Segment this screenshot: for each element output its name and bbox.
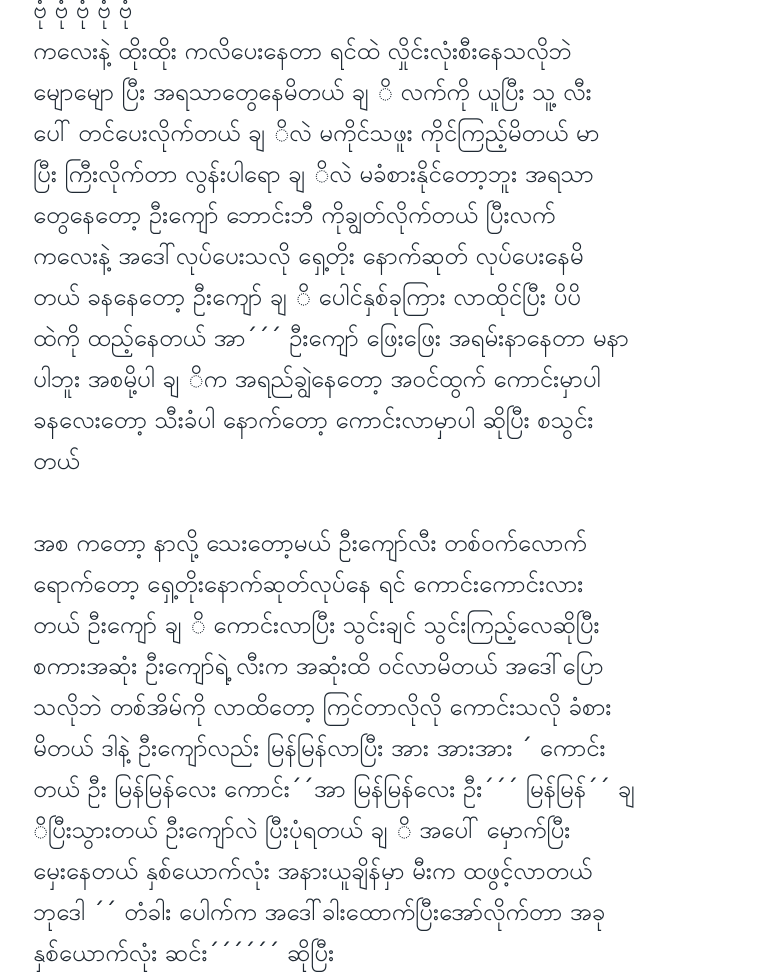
text-line: ိပြီးသွားတယ် ဦးကျော်လဲ ပြီးပုံရတယ် ချ ိ အပေါ် မှောက်ပြီး	[33, 816, 571, 844]
text-line: ထဲကို ထည့်နေတယ် အာ´´´ ဦးကျော် ဖြေးဖြေး အရမ်းနာနေတာ မနာ	[33, 324, 629, 352]
paragraph-spacer	[33, 482, 753, 523]
text-line: ရောက်တော့ ရှေ့တိုးနောက်ဆုတ်လုပ်နေ ရင် ကောင်းကောင်းလား	[33, 570, 584, 598]
document-body	[33, 0, 753, 974]
text-line: ဘုဒေါ ´´ တံခါး ပေါက်က အဒေါ်ခါးထောက်ပြီးအော်လိုက်တာ အခု	[33, 898, 606, 926]
text-line: တယ်	[33, 447, 80, 475]
text-line: တယ် ခနနေတော့ ဦးကျော် ချ ိ ပေါင်နှစ်ခုကြား လာထိုင်ပြီး ပိပိ	[33, 283, 581, 311]
text-line: မိတယ် ဒါနဲ့ ဦးကျော်လည်း မြန်မြန်လာပြီး အား အားအား ´ ကောင်း	[33, 734, 606, 762]
text-line: စကားအဆုံး ဦးကျော်ရဲ့ လီးက အဆုံးထိ ဝင်လာမိတယ် အဒေါ်ပြော	[33, 652, 604, 680]
text-line: ဗုံ ဗုံ ဗုံ ဗုံ ဗုံ	[33, 0, 133, 24]
text-line: ပါဘူး အစမို့ပါ ချ ိက အရည်ချွဲနေတော့ အဝင်ထွက် ကောင်းမှာပါ	[33, 365, 601, 393]
paragraph-2	[33, 523, 753, 974]
text-line: ပေါ် တင်ပေးလိုက်တယ် ချ ိလဲ မကိုင်သဖူး ကိုင်ကြည့်မိတယ် မာ	[33, 119, 600, 147]
text-line: ကလေးနဲ့ အဒေါ်လုပ်ပေးသလို ရှေ့တိုး နောက်ဆုတ် လုပ်ပေးနေမိ	[33, 242, 584, 270]
text-line: အစ ကတော့ နာလို့ သေးတော့မယ် ဦးကျော်လီး တစ်ဝက်လောက်	[33, 529, 587, 557]
text-line: မှေးနေတယ် နှစ်ယောက်လုံး အနားယူချိန်မှာ မီးက ထဖွင့်လာတယ်	[33, 857, 593, 885]
text-line: ပြီး ကြီးလိုက်တာ လွန်းပါရော ချ ိလဲ မခံစားနိုင်တော့ဘူး အရသာ	[33, 160, 594, 188]
text-line: သလိုဘဲ တစ်အိမ်ကို လာထိတော့ ကြင်တာလိုလို ကောင်းသလို ခံစား	[33, 693, 612, 721]
text-line: နှစ်ယောက်လုံး ဆင်း´´´´´´ ဆိုပြီး	[33, 939, 335, 967]
text-line: တယ် ဦး မြန်မြန်လေး ကောင်း´´အာ မြန်မြန်လေး ဦး´´´ မြန်မြန်´´ ချ	[33, 775, 636, 803]
text-line: ခနလေးတော့ သီးခံပါ နောက်တော့ ကောင်းလာမှာပါ ဆိုပြီး စသွင်း	[33, 406, 594, 434]
text-line: တွေနေတော့ ဦးကျော် ဘောင်းဘီ ကိုချွတ်လိုက်တယ် ပြီးလက်	[33, 201, 556, 229]
text-line: တယ် ဦးကျော် ချ ိ ကောင်းလာပြီး သွင်းချင် သွင်းကြည့်လေဆိုပြီး	[33, 611, 600, 639]
text-line: ကလေးနဲ့ ထိုးထိုး ကလိပေးနေတာ ရင်ထဲ လှိုင်းလုံးစီးနေသလိုဘဲ	[33, 37, 572, 65]
text-line: မျောမျော ပြီး အရသာတွေနေမိတယ် ချ ိ လက်ကို ယူပြီး သူ့ လီး	[33, 78, 592, 106]
paragraph-1	[33, 0, 753, 482]
